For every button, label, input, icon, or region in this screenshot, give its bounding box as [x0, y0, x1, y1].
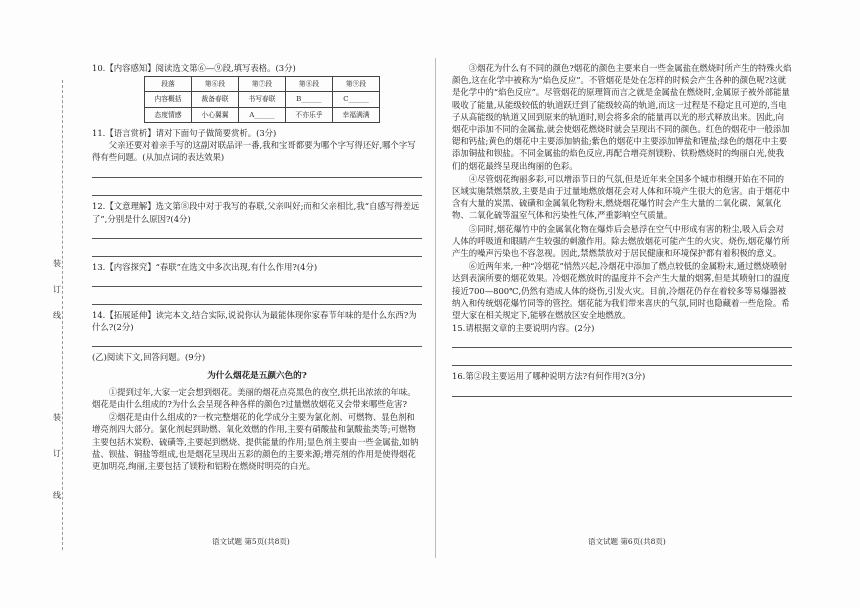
paragraph-2: ②烟花是由什么组成的?一枚完整烟花的化学成分主要为氯化剂、可燃物、显色剂和增亮剂四大部分。氯化剂起到助燃、氧化效燃的作用,主要有硝酸盐和氯酸盐类等;可燃物主要包括木炭粉、硫磺等,主要起到燃烧、提供能量的作用;显色剂主要由一些金属盐,如钠盐、钡盐、铜盐等组成,也是烟花呈现出五彩的颜色的主要来源;增亮剂的作用是使得烟花更加明亮,绚丽,主要包括了镁粉和铝粉在燃烧时明亮的白光。 — [92, 412, 419, 472]
answer-line[interactable] — [92, 182, 422, 196]
question-13: 13.【内容探究】“春联”在选文中多次出现,有什么作用?(4分) — [92, 261, 318, 272]
question-15: 15.请根据文章的主要说明内容。(2分) — [452, 323, 595, 334]
page-footer-left: 语文试题 第5页(共8页) — [212, 537, 290, 546]
answer-line[interactable] — [92, 225, 422, 239]
binding-char: 线 — [53, 491, 61, 500]
table-header: 段落 — [145, 77, 192, 92]
question-11-quote: 父亲还要对着亲手写的这副对联品评一番,我和宝哥都要为哪个字写得还好,哪个字写得有些问题。(从加点词的表达效果) — [92, 140, 416, 163]
binding-char: 线 — [53, 311, 61, 320]
answer-line[interactable] — [92, 273, 422, 287]
page-footer-right: 语文试题 第6页(共8页) — [588, 537, 666, 546]
summary-table — [144, 76, 380, 123]
left-page — [92, 62, 422, 473]
table-cell: 不亦乐乎 — [286, 107, 333, 122]
paragraph-4: ④尽管烟花绚丽多彩,可以增添节日的气氛,但是近年来全国多个城市相继开始在不同的区域实施禁燃禁放,主要是由于过量地燃放烟花会对人体和环境产生很大的危害。由于烟花中含有大量的炭黑、硫磺和金属氧化物粉末,燃烧烟花爆竹时会产生大量的二氧化碳、氮氧化物、二氧化硫等温室气体和污染性气体,严重影响空气质量。 — [452, 173, 790, 221]
binding-char: 订 — [53, 285, 61, 294]
binding-char: 装 — [53, 413, 61, 422]
table-cell: 小心翼翼 — [192, 107, 239, 122]
answer-line[interactable] — [92, 243, 422, 257]
table-cell: 态度情感 — [145, 107, 192, 122]
table-cell: 书写春联 — [239, 92, 286, 107]
article-title: 为什么烟花是五颜六色的? — [207, 370, 307, 381]
part-b-heading: (乙)阅读下文,回答问题。(9分) — [92, 352, 206, 363]
table-cell[interactable]: B______ — [286, 92, 333, 107]
table-header: 第⑧段 — [286, 77, 333, 92]
answer-line[interactable] — [92, 333, 422, 347]
page-divider — [435, 58, 436, 558]
answer-line[interactable] — [452, 352, 792, 366]
table-cell: 幸福满满 — [333, 107, 380, 122]
paragraph-5: ⑤同时,烟花爆竹中的金属氧化物在爆炸后会悬浮在空气中形成有害的粉尘,吸入后会对人体的呼吸道和眼睛产生较强的刺激作用。除去燃放烟花可能产生的火灾、烧伤,烟花爆竹所产生的噪声污染也不容忽视。因此,禁燃禁放对于居民健康和环境保护都有着积极的意义。 — [452, 223, 790, 259]
question-11: 11.【语言赏析】请对下面句子做简要赏析。(3分) — [92, 127, 277, 138]
answer-line[interactable] — [452, 383, 792, 397]
answer-line[interactable] — [452, 334, 792, 348]
paragraph-6: ⑥近两年来,一种“冷烟花”悄然兴起,冷烟花中添加了燃点较低的金属粉末,通过燃烧喷射达到表演所要的烟花效果。冷烟花燃放时的温度并不会产生大量的烟雾,但是其喷射口的温度接近700—800℃,仍然有造成人体的烧伤,引发火灾。目前,冷烟花仍存在着较多等易爆器被纳入和传统烟花爆竹同等的管控。烟花能为我们带来喜庆的气氛,同时也隐藏着一些危险。希望大家在相关规定下,能够在燃放区安全地燃放。 — [452, 261, 790, 321]
question-14: 14.【拓展延伸】读完本文,结合实际,说说你认为最能体现你家春节年味的是什么东西?为什么?(2分) — [92, 310, 417, 333]
table-cell: 裁备春联 — [192, 92, 239, 107]
table-cell[interactable]: C______ — [333, 92, 380, 107]
table-cell[interactable]: A______ — [239, 107, 286, 122]
paragraph-1: ①提到过年,大家一定会想到烟花。美丽的烟花点亮黑色的夜空,烘托出浓浓的年味。烟花是由什么组成的?为什么会呈现各种各样的颜色?过量燃放烟花又会带来哪些危害? — [92, 386, 416, 410]
binding-char: 订 — [53, 449, 61, 458]
paragraph-3: ③烟花为什么有不同的颜色?烟花的颜色主要来自一些金属盐在燃烧时所产生的特殊火焰颜色,这在化学中被称为“焰色反应”。不管烟花是处在怎样的时候会产生各种的颜色呢?这就是化学中的“焰色反应”。尽管烟花的原理简而言之就是金属盐在燃烧时,金属原子被外部能量吸收了能量,从能级较低的轨道跃迁到了能级较高的轨道,而这一过程是不稳定且可逆的,当电子从高能级的轨道又回到原来的轨道时,则会将多余的能量再以光的形式释放出来。因此,向烟花中添加不同的金属盐,就会使烟花燃烧时就会呈现出不同的颜色。红色的烟花中一般添加锶和钙盐;黄色的烟花中主要添加钠盐;紫色的烟花中主要添加钾盐和锂盐;绿色的烟花中主要添加铜盐和钡盐。不同金属盐的焰色反应,再配合增亮剂镁粉、铁粉燃烧时的绚丽白光,使我们的烟花最终呈现出绚丽的色彩。 — [452, 63, 792, 171]
table-header: 第⑥段 — [192, 77, 239, 92]
binding-char: 装 — [53, 259, 61, 268]
question-10: 10.【内容感知】阅读选文第⑥—⑨段,填写表格。(3分) — [92, 63, 296, 73]
question-12: 12.【文意理解】选文第⑧段中对于我写的春联,父亲叫好;而和父亲相比,我“自感写得差远了”,分别是什么原因?(4分) — [92, 201, 420, 224]
answer-line[interactable] — [92, 164, 422, 178]
answer-line[interactable] — [92, 291, 422, 305]
table-header: 第⑨段 — [333, 77, 380, 92]
table-header: 第⑦段 — [239, 77, 286, 92]
question-16: 16.第②段主要运用了哪种说明方法?有何作用?(3分) — [452, 371, 646, 382]
right-page — [452, 62, 792, 401]
table-cell: 内容概括 — [145, 92, 192, 107]
binding-line — [62, 80, 63, 550]
